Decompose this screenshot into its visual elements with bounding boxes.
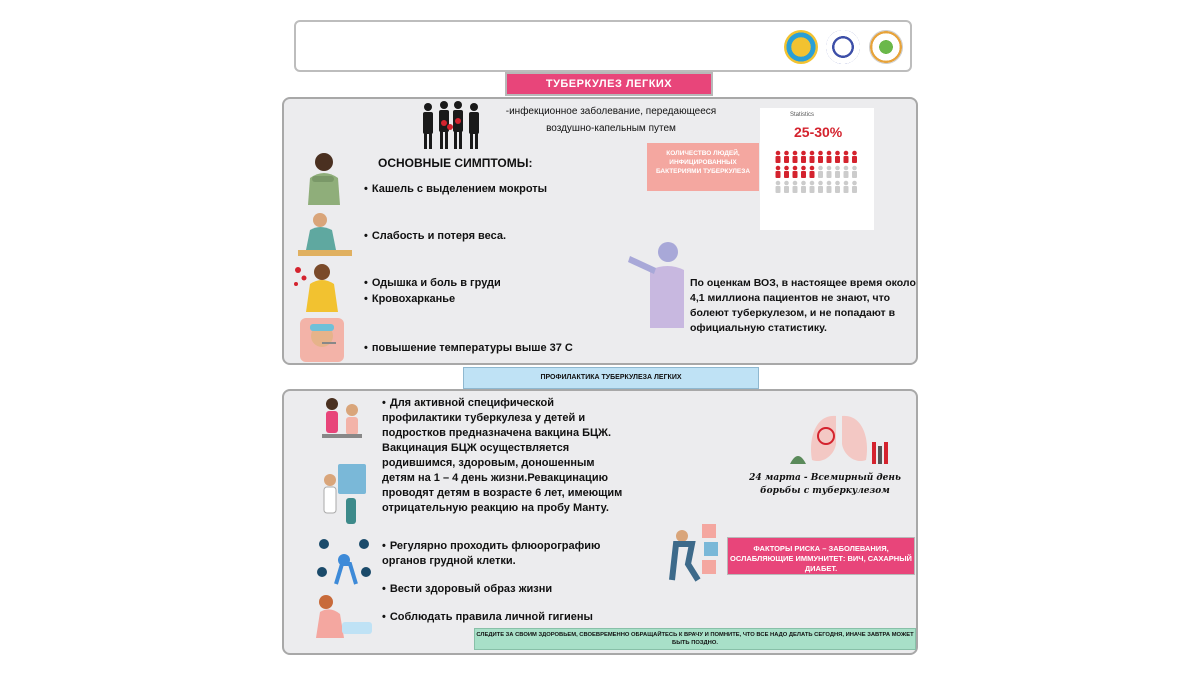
- statistics-person-mark: [835, 181, 840, 193]
- vaccination-icon: [316, 394, 368, 454]
- symptom-item: • Кашель с выделением мокроты: [364, 182, 547, 197]
- statistics-person-mark: [827, 151, 832, 163]
- statistics-person-mark: [776, 166, 781, 178]
- statistics-person-mark: [784, 181, 789, 193]
- statistics-person-mark: [793, 166, 798, 178]
- statistics-person-mark: [810, 151, 815, 163]
- health-lifestyle-icon: [316, 532, 372, 588]
- chest-pain-person-icon: [290, 262, 352, 312]
- statistics-person-mark: [827, 181, 832, 193]
- prevention-title: ПРОФИЛАКТИКА ТУБЕРКУЛЕЗА ЛЕГКИХ: [463, 367, 759, 389]
- statistics-card: [760, 108, 874, 230]
- infected-count-card: КОЛИЧЕСТВО ЛЮДЕЙ, ИНФИЦИРОВАННЫХ БАКТЕРИЯМИ ТУБЕРКУЛЕЗА: [647, 143, 759, 191]
- statistics-person-mark: [844, 166, 849, 178]
- statistics-person-mark: [793, 151, 798, 163]
- symptom-item: • Кровохарканье: [364, 292, 455, 307]
- statistics-people-icon: [774, 150, 862, 196]
- prevention-item: • Вести здоровый образ жизни: [382, 582, 622, 597]
- statistics-person-mark: [801, 166, 806, 178]
- symptom-item: • Слабость и потеря веса.: [364, 229, 506, 244]
- weak-person-icon: [296, 210, 354, 258]
- symptom-item: • повышение температуры выше 37 С: [364, 341, 573, 356]
- statistics-person-mark: [810, 166, 815, 178]
- statistics-person-mark: [801, 181, 806, 193]
- page-title: ТУБЕРКУЛЕЗ ЛЕГКИХ: [505, 72, 713, 96]
- statistics-person-mark: [844, 151, 849, 163]
- vaccine-text: [382, 396, 630, 516]
- statistics-person-mark: [776, 151, 781, 163]
- people-group-icon: [420, 101, 482, 151]
- statistics-person-mark: [852, 151, 857, 163]
- statistics-person-mark: [810, 181, 815, 193]
- symptom-item: • Одышка и боль в груди: [364, 276, 501, 291]
- coughing-person-icon: [296, 150, 348, 205]
- statistics-person-mark: [784, 166, 789, 178]
- lungs-icon: [786, 408, 892, 470]
- prevention-item: • Регулярно проходить флюорографию органов грудной клетки.: [382, 539, 622, 569]
- prevention-vaccine-item: • Для активной специфической профилактики туберкулеза у детей и подростков предназначена вакцина БЦЖ. Вакцинация БЦЖ осуществляется родившимся, здоровым, доношенным детям на 1 – 4 день жизни.Ревакцинацию проводят детям в возрасте 6 лет, имеющим отрицательную реакцию на пробу Манту.: [382, 396, 630, 516]
- pointing-person-icon: [628, 238, 690, 328]
- footer-message: СЛЕДИТЕ ЗА СВОИМ ЗДОРОВЬЕМ, СВОЕВРЕМЕННО ОБРАЩАЙТЕСЬ К ВРАЧУ И ПОМНИТЕ, ЧТО ВСЕ НАДО ДЕЛАТЬ СЕГОДНЯ, ИНАЧЕ ЗАВТРА МОЖЕТ БЫТЬ ПОЗДНО.: [474, 628, 916, 650]
- prevention-item: • Соблюдать правила личной гигиены: [382, 610, 622, 625]
- statistics-person-mark: [784, 151, 789, 163]
- definition-text: -инфекционное заболевание, передающееся воздушно-капельным путем: [505, 106, 717, 134]
- statistics-person-mark: [835, 151, 840, 163]
- statistics-person-mark: [844, 181, 849, 193]
- hygiene-icon: [312, 592, 376, 640]
- header-logos-box: [294, 20, 912, 72]
- statistics-person-mark: [793, 181, 798, 193]
- logo-emblem: [784, 30, 818, 64]
- who-estimate-text: По оценкам ВОЗ, в настоящее время около 4,1 миллиона пациентов не знают, что болеют туберкулезом, и не попадают в официальную статистику.: [690, 277, 916, 334]
- statistics-person-mark: [776, 181, 781, 193]
- statistics-person-mark: [827, 166, 832, 178]
- risk-factors-card: ФАКТОРЫ РИСКА – ЗАБОЛЕВАНИЯ, ОСЛАБЛЯЮЩИЕ ИММУНИТЕТ: ВИЧ, САХАРНЫЙ ДИАБЕТ.: [727, 537, 915, 575]
- statistics-person-mark: [852, 181, 857, 193]
- doctor-xray-icon: [318, 460, 370, 526]
- statistics-person-mark: [835, 166, 840, 178]
- risk-blocks-icon: [662, 520, 726, 586]
- statistics-person-mark: [818, 181, 823, 193]
- world-day-text: 24 марта - Всемирный день борьбы с туберкулезом: [749, 473, 901, 496]
- fever-person-icon: [296, 314, 348, 364]
- statistics-value: 25-30%: [794, 124, 843, 140]
- statistics-person-mark: [818, 166, 823, 178]
- logo-organization: [869, 30, 903, 64]
- logo-university: [826, 30, 860, 64]
- symptoms-title: ОСНОВНЫЕ СИМПТОМЫ:: [378, 156, 533, 170]
- statistics-person-mark: [852, 166, 857, 178]
- statistics-person-mark: [801, 151, 806, 163]
- statistics-label: Statistics: [790, 112, 815, 118]
- statistics-person-mark: [818, 151, 823, 163]
